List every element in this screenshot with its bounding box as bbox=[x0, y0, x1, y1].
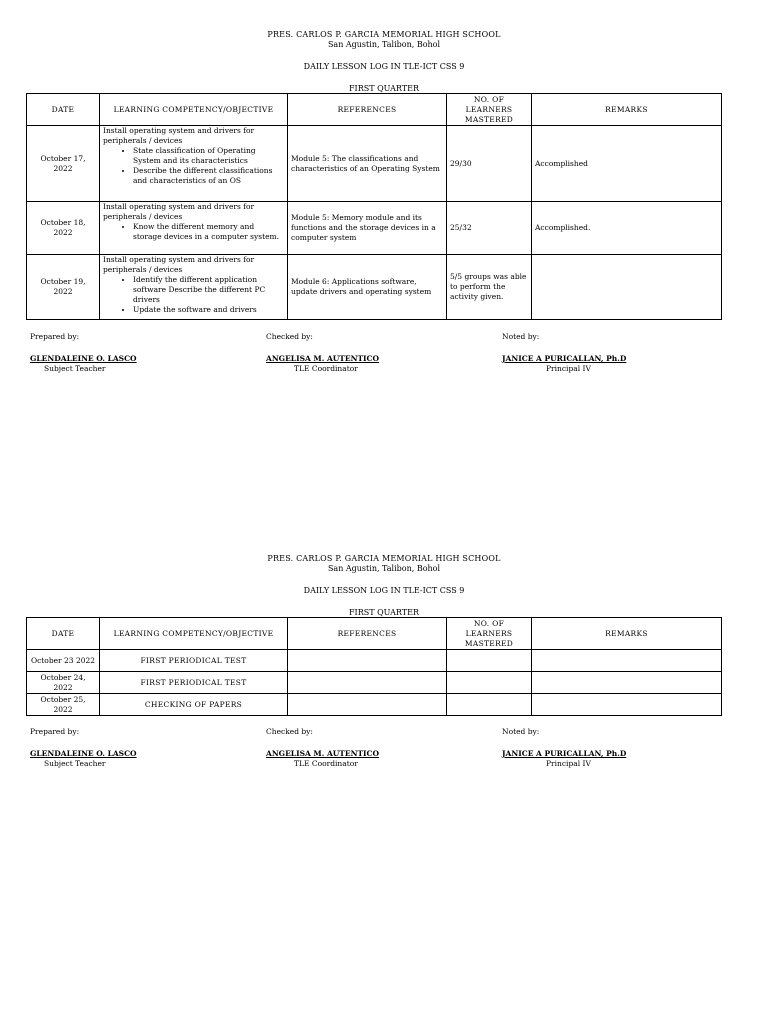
col-header-learners: NO. OF LEARNERS MASTERED bbox=[447, 94, 532, 126]
row-learners: 25/32 bbox=[447, 202, 532, 255]
log-header bbox=[0, 30, 768, 94]
log-header bbox=[0, 554, 768, 618]
noted-by-role: Principal IV bbox=[546, 364, 591, 373]
objective-list bbox=[103, 146, 284, 186]
lesson-log-table bbox=[26, 617, 722, 716]
noted-by-role: Principal IV bbox=[546, 759, 591, 768]
row-date: October 25, 2022 bbox=[27, 694, 100, 716]
row-remarks bbox=[532, 255, 722, 320]
row-date: October 23 2022 bbox=[27, 650, 100, 672]
row-date: October 17, 2022 bbox=[27, 126, 100, 202]
col-header-remarks: REMARKS bbox=[532, 618, 722, 650]
col-header-references: REFERENCES bbox=[288, 94, 447, 126]
row-references: Module 6: Applications software, update drivers and operating system bbox=[288, 255, 447, 320]
row-learners: 5/5 groups was able to perform the activity given. bbox=[447, 255, 532, 320]
objective-item: • Know the different memory and storage devices in a computer system. bbox=[133, 222, 284, 242]
row-references: Module 5: The classifications and characteristics of an Operating System bbox=[288, 126, 447, 202]
table-header-row bbox=[27, 94, 722, 126]
competency-text: Install operating system and drivers for peripherals / devices bbox=[103, 126, 255, 145]
table-row bbox=[27, 126, 722, 202]
noted-by-label: Noted by: bbox=[502, 332, 540, 341]
table-row bbox=[27, 202, 722, 255]
row-references bbox=[288, 672, 447, 694]
col-header-learners: NO. OF LEARNERS MASTERED bbox=[447, 618, 532, 650]
objective-item: • Update the software and drivers bbox=[133, 305, 284, 315]
noted-by-block bbox=[502, 332, 626, 374]
checked-by-role: TLE Coordinator bbox=[294, 364, 358, 373]
col-header-date: DATE bbox=[27, 94, 100, 126]
row-competency bbox=[100, 202, 288, 255]
row-competency bbox=[100, 126, 288, 202]
table-header-row bbox=[27, 618, 722, 650]
competency-text: Install operating system and drivers for peripherals / devices bbox=[103, 255, 255, 274]
row-date: October 19, 2022 bbox=[27, 255, 100, 320]
col-header-competency: LEARNING COMPETENCY/OBJECTIVE bbox=[100, 94, 288, 126]
quarter-label: FIRST QUARTER bbox=[348, 84, 419, 93]
row-date: October 24, 2022 bbox=[27, 672, 100, 694]
checked-by-name: ANGELISA M. AUTENTICO bbox=[266, 354, 380, 363]
row-remarks bbox=[532, 694, 722, 716]
row-learners bbox=[447, 650, 532, 672]
prepared-by-role: Subject Teacher bbox=[44, 364, 106, 373]
checked-by-role: TLE Coordinator bbox=[294, 759, 358, 768]
noted-by-label: Noted by: bbox=[502, 727, 540, 736]
col-header-references: REFERENCES bbox=[288, 618, 447, 650]
prepared-by-role: Subject Teacher bbox=[44, 759, 106, 768]
prepared-by-name: GLENDALEINE O. LASCO bbox=[30, 749, 137, 758]
noted-by-name: JANICE A PURICALLAN, Ph.D bbox=[502, 749, 627, 758]
objective-item: • Identify the different application software Describe the different PC drivers bbox=[133, 275, 284, 305]
prepared-by-name: GLENDALEINE O. LASCO bbox=[30, 354, 137, 363]
lesson-log-table bbox=[26, 93, 722, 320]
col-header-date: DATE bbox=[27, 618, 100, 650]
col-header-remarks: REMARKS bbox=[532, 94, 722, 126]
checked-by-label: Checked by: bbox=[266, 727, 313, 736]
prepared-by-block bbox=[30, 332, 137, 374]
row-learners bbox=[447, 694, 532, 716]
row-references: Module 5: Memory module and its functions and the storage devices in a computer system bbox=[288, 202, 447, 255]
row-remarks: Accomplished bbox=[532, 126, 722, 202]
row-remarks bbox=[532, 650, 722, 672]
objective-item: • Describe the different classifications and characteristics of an OS bbox=[133, 166, 284, 186]
objective-list bbox=[103, 222, 284, 242]
row-activity: CHECKING OF PAPERS bbox=[100, 694, 288, 716]
row-competency bbox=[100, 255, 288, 320]
table-row bbox=[27, 650, 722, 672]
row-references bbox=[288, 694, 447, 716]
school-address: San Agustin, Talibon, Bohol bbox=[327, 564, 441, 573]
row-remarks: Accomplished. bbox=[532, 202, 722, 255]
checked-by-label: Checked by: bbox=[266, 332, 313, 341]
prepared-by-label: Prepared by: bbox=[30, 727, 80, 736]
table-row bbox=[27, 694, 722, 716]
school-address: San Agustin, Talibon, Bohol bbox=[327, 40, 441, 49]
row-learners: 29/30 bbox=[447, 126, 532, 202]
table-row bbox=[27, 255, 722, 320]
col-header-competency: LEARNING COMPETENCY/OBJECTIVE bbox=[100, 618, 288, 650]
objective-item: • State classification of Operating System and its characteristics bbox=[133, 146, 284, 166]
row-references bbox=[288, 650, 447, 672]
checked-by-block bbox=[266, 332, 379, 374]
prepared-by-block bbox=[30, 727, 137, 769]
table-row bbox=[27, 672, 722, 694]
row-date: October 18, 2022 bbox=[27, 202, 100, 255]
row-activity: FIRST PERIODICAL TEST bbox=[100, 650, 288, 672]
prepared-by-label: Prepared by: bbox=[30, 332, 80, 341]
competency-text: Install operating system and drivers for peripherals / devices bbox=[103, 202, 255, 221]
log-title: DAILY LESSON LOG IN TLE-ICT CSS 9 bbox=[303, 62, 465, 71]
checked-by-block bbox=[266, 727, 379, 769]
log-title: DAILY LESSON LOG IN TLE-ICT CSS 9 bbox=[303, 586, 465, 595]
checked-by-name: ANGELISA M. AUTENTICO bbox=[266, 749, 380, 758]
row-learners bbox=[447, 672, 532, 694]
noted-by-block bbox=[502, 727, 626, 769]
school-name: PRES. CARLOS P. GARCIA MEMORIAL HIGH SCHOOL bbox=[267, 554, 501, 563]
row-remarks bbox=[532, 672, 722, 694]
row-activity: FIRST PERIODICAL TEST bbox=[100, 672, 288, 694]
objective-list bbox=[103, 275, 284, 315]
noted-by-name: JANICE A PURICALLAN, Ph.D bbox=[502, 354, 627, 363]
quarter-label: FIRST QUARTER bbox=[348, 608, 419, 617]
school-name: PRES. CARLOS P. GARCIA MEMORIAL HIGH SCHOOL bbox=[267, 30, 501, 39]
